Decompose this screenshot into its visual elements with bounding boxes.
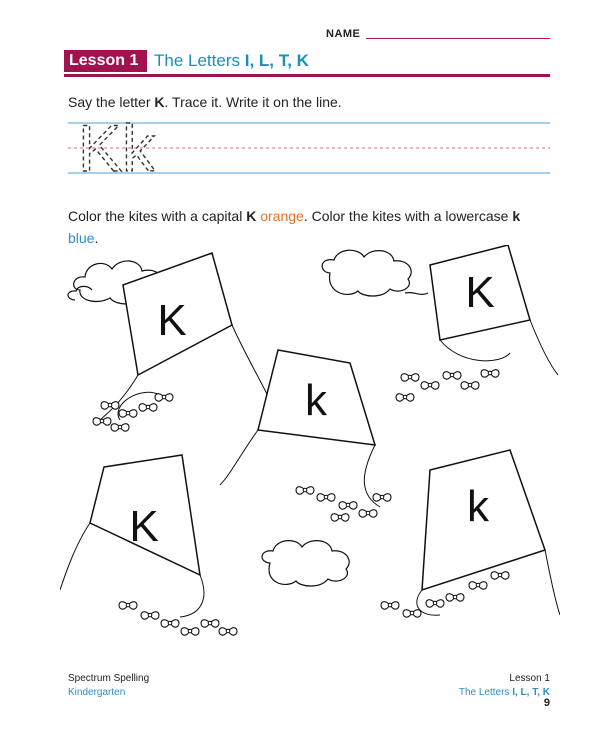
footer-lesson-title-letters: I, L, T, K	[512, 687, 550, 698]
cloud-icon	[262, 541, 349, 586]
lesson-title-letters: I, L, T, K	[244, 51, 309, 70]
kite-lowercase-k[interactable]	[220, 350, 391, 521]
footer-grade: Kindergarten	[68, 687, 126, 698]
instruction-trace-letter: K	[154, 94, 165, 110]
page-number: 9	[543, 697, 550, 709]
instruction-trace-pre: Say the letter	[68, 94, 151, 110]
instruction-color-part2: . Color the kites with a lowercase	[303, 208, 509, 224]
kite-letter: K	[129, 502, 159, 551]
instruction-color-part1: Color the kites with a capital	[68, 208, 243, 224]
tracing-lines[interactable]	[68, 118, 550, 176]
lesson-title-prefix: The Letters	[154, 51, 240, 70]
footer-series: Spectrum Spelling	[68, 673, 150, 684]
kite-capital-k[interactable]	[396, 245, 558, 401]
footer-lesson-title-prefix: The Letters	[458, 687, 510, 698]
lesson-badge: Lesson 1	[64, 50, 147, 72]
instruction-color-capital: K	[246, 208, 257, 224]
footer-left	[68, 672, 149, 700]
kite-capital-k[interactable]	[60, 455, 237, 635]
instruction-trace-post: . Trace it. Write it on the line.	[164, 94, 342, 110]
instruction-color-lower: k	[512, 208, 521, 224]
footer-right	[420, 672, 550, 700]
footer-lesson: Lesson 1	[509, 673, 550, 684]
lesson-title-bar	[64, 50, 550, 76]
kite-letter: k	[305, 376, 327, 425]
kite-letter: k	[467, 482, 489, 531]
cloud-icon	[322, 250, 428, 296]
title-rule	[64, 74, 550, 77]
lesson-title	[154, 50, 309, 72]
instruction-color-end: .	[94, 230, 99, 246]
kite-illustration	[60, 245, 560, 655]
instruction-color-blue: blue	[68, 230, 95, 246]
name-label: NAME	[326, 28, 361, 40]
kite-letter: K	[465, 268, 495, 317]
instruction-trace	[68, 94, 342, 110]
kite-letter: K	[157, 296, 187, 345]
name-line[interactable]	[366, 38, 550, 39]
instruction-color-orange: orange	[260, 208, 304, 224]
traceable-letters: Kk	[78, 118, 156, 176]
kite-lowercase-k[interactable]	[381, 450, 560, 617]
instruction-color	[68, 205, 538, 249]
